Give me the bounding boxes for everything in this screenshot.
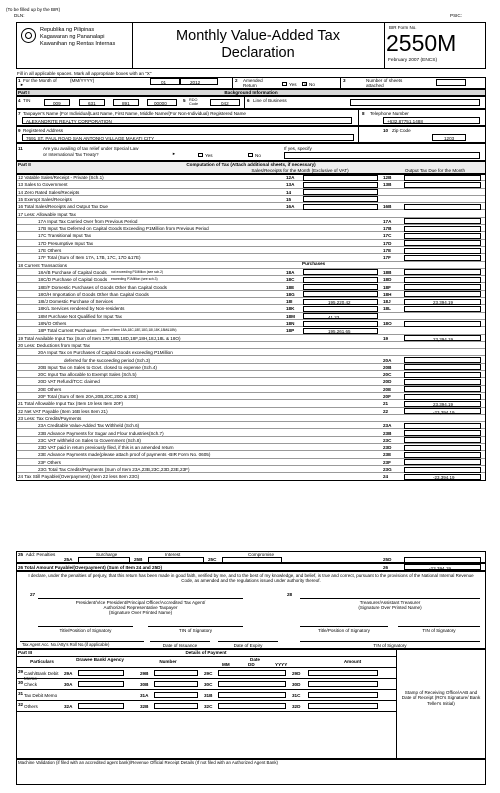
row-label: 18N/O Others bbox=[38, 321, 67, 326]
dln-label: DLN: bbox=[14, 13, 25, 18]
computation-row: 18C/D Purchase of Capital Goods exceeding P1Million (see sch.3) 18C 18D bbox=[16, 276, 486, 283]
bir-fill-note: (To be filled up by the BIR) bbox=[6, 7, 61, 12]
row-label: 17C Transitional Input Tax bbox=[38, 233, 92, 239]
row-label: 20E Others bbox=[38, 386, 62, 392]
computation-row: 14 Zero Rated Sales/Receipts 14 bbox=[16, 189, 486, 196]
payment-field-31b[interactable] bbox=[218, 692, 286, 698]
payment-row: 31 Tax Debit Memo 31A 31B 31C bbox=[16, 690, 396, 701]
form-number: 2550M bbox=[386, 30, 457, 56]
row-label: 18 Current Transactions bbox=[18, 262, 68, 268]
form-no-label: BIR Form No. bbox=[389, 25, 417, 30]
row-label: 18P Total Current Purchases bbox=[38, 328, 97, 334]
computation-row: 18I/J Domestic Purchase of Services 18I 195,220.42 18J 23,394.19 bbox=[16, 298, 486, 305]
tax-field-19[interactable]: 23,394.19 bbox=[404, 335, 481, 341]
computation-row: 17D Presumptive Input Tax 17D bbox=[16, 240, 486, 247]
payment-field-29c[interactable] bbox=[218, 670, 286, 676]
row-label: 20A Input Tax on Purchases of Capital Goods exceeding P1Million bbox=[38, 350, 173, 356]
computation-row: 20C Input Tax allocable to Exempt Sales (Sch.5) 20C bbox=[16, 371, 486, 378]
purchases-label: Purchases bbox=[302, 261, 326, 266]
computation-row: 18M Purchase Not Qualified for Input Tax 18M 41.23 bbox=[16, 313, 486, 320]
computation-row: 15 Exempt Sales/Receipts 15 bbox=[16, 196, 486, 203]
tin-part4-field[interactable]: 00000 bbox=[147, 99, 177, 106]
computation-row: 23A Creditable Value-Added Tax Withheld (Sch.6) 23A bbox=[16, 422, 486, 429]
payment-row: 29 Cash/Bank Debit Memo 29A 29B 29C 29D bbox=[16, 668, 396, 679]
computation-row: 22 Net VAT Payable (Item 16B less Item 21) 22 -23,394.19 bbox=[16, 408, 486, 415]
amount-field-18m[interactable]: 41.23 bbox=[303, 313, 378, 319]
stamp-receiving-office: Stamp of Receiving Office/AAB and Date of Receipt (RO's Signature/ Bank Teller's Initial) bbox=[401, 690, 481, 706]
payment-field-31a[interactable] bbox=[154, 692, 198, 698]
payment-field-29b[interactable] bbox=[154, 670, 198, 676]
compromise-field[interactable] bbox=[222, 557, 282, 563]
computation-row: 17C Transitional Input Tax 17C bbox=[16, 232, 486, 239]
computation-row: 18G/H Importation of Goods Other than Capital Goods 18G 18H bbox=[16, 291, 486, 298]
row-label: 20D VAT Refund/TCC claimed bbox=[38, 379, 100, 385]
row-label: 13 Sales to Government bbox=[18, 182, 68, 188]
row-label: 23A Creditable Value-Added Tax Withheld (Sch.6) bbox=[38, 423, 140, 429]
penalties-total-field[interactable] bbox=[404, 557, 481, 563]
payment-row: 30 Check 30A 30B 30C 30D bbox=[16, 679, 396, 690]
computation-outline bbox=[16, 174, 486, 481]
row-label: 23 Less: Tax Credits/Payments bbox=[18, 415, 82, 421]
interest-field[interactable] bbox=[148, 557, 204, 563]
row-label: 18I/J Domestic Purchase of Services bbox=[38, 299, 114, 305]
computation-row: 18E/F Domestic Purchases of Goods Other than Capital Goods 18E 18F bbox=[16, 284, 486, 291]
computation-row: 23B Advance Payments for Sugar and Flour Industries(Sch.7) 23B bbox=[16, 430, 486, 437]
row-label: 18A/B Purchase of Capital Goods bbox=[38, 269, 107, 275]
row-label: 14 Zero Rated Sales/Receipts bbox=[18, 189, 80, 195]
rdo-code-field[interactable]: 042 bbox=[210, 99, 240, 106]
row-label: 17B Input Tax Deferred on Capital Goods Exceeding P1Million from Previous Period bbox=[38, 226, 209, 232]
computation-row: 20F Total (Sum of Item 20A,20B,20C,20D & 20E) 20F bbox=[16, 393, 486, 400]
tax-field-18j[interactable]: 23,394.19 bbox=[404, 299, 481, 305]
computation-row: 23F Others 23F bbox=[16, 459, 486, 466]
computation-row: 19 Total Available Input Tax (Sum of Item 17F,18B,18D,18F,18H,18J,18L & 18O) 19 23,394.19 bbox=[16, 335, 486, 342]
tax-relief-yes-checkbox[interactable] bbox=[198, 153, 203, 157]
signature-27-line[interactable] bbox=[38, 598, 243, 599]
zip-code-field[interactable]: 1203 bbox=[432, 134, 466, 141]
row-label: 20B Input Tax on Sales to Govt. closed to expense (Sch.4) bbox=[38, 364, 157, 370]
computation-row: 20D VAT Refund/TCC claimed 20D bbox=[16, 378, 486, 385]
row-label: 15 Exempt Sales/Receipts bbox=[18, 196, 72, 202]
declaration-text: I declare, under the penalties of perjury, that this return has been made in good faith, verified by me, and to the best of my knowledge, and belief, is true and correct, pursuant to the provisions of the National Internal Revenue Code, as amended and the regulations issued under authority thereof. bbox=[28, 573, 474, 584]
payment-field-30d[interactable] bbox=[308, 681, 378, 687]
payment-field-30a[interactable] bbox=[78, 681, 124, 687]
row-label: deferred for the succeeding period (Sch.3) bbox=[64, 357, 151, 363]
row-label: 17 Less: Allowable Input Tax bbox=[18, 211, 76, 217]
form-title-line1: Monthly Value-Added Tax bbox=[176, 28, 340, 44]
signature-28-line[interactable] bbox=[300, 598, 480, 599]
bir-seal-icon bbox=[21, 28, 36, 43]
computation-row: 16 Total Sales/Receipts and Output Tax Due 16A 16B bbox=[16, 203, 486, 210]
computation-row: 23E Advance Payments made(please attach proof of payments -BIR Form No. 0605) 23E bbox=[16, 451, 486, 458]
amount-field-18i[interactable]: 195,220.42 bbox=[303, 299, 378, 305]
amount-field-18p[interactable]: 195,261.65 bbox=[303, 328, 378, 334]
row-label: 23G Total Tax Credits/Payments (Sum of Item 23A,23B,23C,23D,23E,23F) bbox=[38, 467, 190, 472]
tin-part2-field[interactable]: 631 bbox=[79, 99, 105, 106]
payment-field-32a[interactable] bbox=[78, 703, 124, 709]
payment-field-29d[interactable] bbox=[308, 670, 378, 676]
total-amount-payable-field[interactable]: -23,394.19 bbox=[404, 564, 481, 570]
row-label: 17F Total (Sum of Item 17A, 17B, 17C, 17D &17E) bbox=[38, 255, 141, 261]
row-label: 16 Total Sales/Receipts and Output Tax Due bbox=[18, 204, 108, 210]
row-label: 17E Others bbox=[38, 248, 62, 253]
agency-line3: Kawanihan ng Rentas Internas bbox=[40, 41, 116, 47]
payment-field-32d[interactable] bbox=[308, 703, 378, 709]
tax-field-24[interactable]: -23,394.19 bbox=[404, 474, 481, 480]
payment-field-32c[interactable] bbox=[218, 703, 286, 709]
row-label: 23F Others bbox=[38, 459, 61, 465]
row-label: 19 Total Available Input Tax (Sum of Item 17F,18B,18D,18F,18H,18J,18L & 18O) bbox=[18, 335, 181, 341]
computation-row: 20E Others 20E bbox=[16, 386, 486, 393]
row-label: 18M Purchase Not Qualified for Input Tax bbox=[38, 313, 122, 319]
payment-field-31c[interactable] bbox=[308, 692, 378, 698]
tax-relief-no-checkbox[interactable] bbox=[248, 153, 253, 157]
tin-part3-field[interactable]: 891 bbox=[113, 99, 139, 106]
computation-row: 17A Input Tax Carried Over from Previous Period 17A bbox=[16, 218, 486, 225]
row-label: 17A Input Tax Carried Over from Previous Period bbox=[38, 218, 138, 224]
telephone-field[interactable]: +632.87751.1488 bbox=[383, 117, 480, 124]
row-label: 18G/H Importation of Goods Other than Capital Goods bbox=[38, 291, 149, 297]
month-mm-field[interactable]: 01 bbox=[150, 78, 180, 85]
computation-row: 23C VAT withheld on Sales to Government (Sch.8) 23C bbox=[16, 437, 486, 444]
computation-row: 24 Tax Still Payable/(Overpayment) (Item 22 less Item 23G) 24 -23,394.19 bbox=[16, 473, 486, 480]
tax-field-21[interactable]: 23,394.19 bbox=[404, 401, 481, 407]
agency-line2: Kagawaran ng Pananalapi bbox=[40, 34, 105, 40]
instructions: Fill in all applicable spaces. Mark all appropriate boxes with an "X" bbox=[17, 71, 152, 76]
tax-field-22[interactable]: -23,394.19 bbox=[404, 408, 481, 414]
row-label: 22 Net VAT Payable (Item 16B less Item 21) bbox=[18, 408, 108, 414]
surcharge-field[interactable] bbox=[78, 557, 130, 563]
computation-row: 23D VAT paid in return previously filed, if this is an amended return 23D bbox=[16, 444, 486, 451]
row-label: 20 Less: Deductions from Input Tax bbox=[18, 342, 90, 348]
sheets-attached-field[interactable] bbox=[436, 79, 466, 86]
computation-row: 18A/B Purchase of Capital Goods not exceeding P1Million (see sch.2) 18A 18B bbox=[16, 269, 486, 276]
payment-field-29a[interactable] bbox=[78, 670, 124, 676]
row-label: 20F Total (Sum of Item 20A,20B,20C,20D & 20E) bbox=[38, 394, 139, 399]
payment-field-30b[interactable] bbox=[154, 681, 198, 687]
computation-row: 12 Vatable Sales/Receipt - Private (Sch.1) 12A 12B bbox=[16, 174, 486, 181]
tax-relief-specify-field[interactable] bbox=[284, 152, 480, 159]
computation-row: 17B Input Tax Deferred on Capital Goods Exceeding P1Million from Previous Period 17B bbox=[16, 225, 486, 232]
computation-row: 21 Total Allowable Input Tax (Item 19 less Item 20F) 21 23,394.19 bbox=[16, 400, 486, 407]
row-label: 23E Advance Payments made(please attach proof of payments -BIR Form No. 0605) bbox=[38, 452, 211, 458]
row-label: 23D VAT paid in return previously filed, if this is an amended return bbox=[38, 445, 174, 451]
computation-row: 17E Others 17E bbox=[16, 247, 486, 254]
computation-row: 18N/O Others 18N 18O bbox=[16, 320, 486, 327]
tin-part1-field[interactable]: 009 bbox=[44, 99, 70, 106]
taxpayer-name-field[interactable]: ALEXANDRITE REALTY CORPORATION bbox=[22, 117, 352, 124]
row-label: 24 Tax Still Payable/(Overpayment) (Item 22 less Item 23G) bbox=[18, 474, 140, 480]
row-label: 23B Advance Payments for Sugar and Flour Industries(Sch.7) bbox=[38, 430, 164, 436]
row-label: 18K/L Services rendered by Non-residents bbox=[38, 306, 125, 312]
computation-row: 23G Total Tax Credits/Payments (Sum of Item 23A,23B,23C,23D,23E,23F) 23G bbox=[16, 466, 486, 473]
row-label: 18E/F Domestic Purchases of Goods Other than Capital Goods bbox=[38, 284, 167, 290]
row-label: 17D Presumptive Input Tax bbox=[38, 240, 94, 246]
chevron-right-icon: ► bbox=[20, 82, 24, 87]
computation-row: 17F Total (Sum of Item 17A, 17B, 17C, 17D &17E) 17F bbox=[16, 254, 486, 261]
amended-no-checkbox[interactable]: X bbox=[303, 81, 307, 87]
payment-field-30c[interactable] bbox=[218, 681, 286, 687]
form-title-line2: Declaration bbox=[221, 45, 295, 61]
registered-address-field[interactable]: 7691 ST. PAUL ROAD SAN ANTONIO VILLAGE MAKATI CITY bbox=[22, 134, 354, 141]
amended-yes-checkbox[interactable] bbox=[282, 82, 287, 86]
computation-row: deferred for the succeeding period (Sch.3) 20A bbox=[16, 357, 486, 364]
chevron-right-icon: ► bbox=[172, 151, 176, 156]
psic-label: PSIC: bbox=[450, 13, 462, 18]
row-label: 23C VAT withheld on Sales to Government (Sch.8) bbox=[38, 437, 141, 443]
payment-field-32b[interactable] bbox=[154, 703, 198, 709]
computation-row: 13 Sales to Government 13A 13B bbox=[16, 181, 486, 188]
machine-validation-label: Machine Validation (if filed with an accredited agent bank)/Revenue Official Receipt Details (If not filed with an Authorized Agent Bank) bbox=[18, 760, 279, 765]
computation-row: 20B Input Tax on Sales to Govt. closed to expense (Sch.4) 20B bbox=[16, 364, 486, 371]
row-label: 21 Total Allowable Input Tax (Item 19 less Item 20F) bbox=[18, 401, 124, 407]
row-label: 18C/D Purchase of Capital Goods bbox=[38, 277, 108, 283]
month-yyyy-field[interactable]: 2012 bbox=[180, 78, 218, 85]
agency-line1: Republika ng Pilipinas bbox=[40, 27, 95, 33]
payment-row: 32 Others 32A 32B 32C 32D bbox=[16, 701, 396, 712]
form-date: February 2007 (ENCS) bbox=[388, 58, 438, 63]
bir-form-page: (To be filled up by the BIR) DLN: PSIC: Republika ng Pilipinas Kagawaran ng Pananalapi Kawanihan ng Rentas Internas Monthly Value-Added Tax Declaration BIR Form No. 2550M February 2007 (ENCS) Fill in all applicable spaces. Mark all appropriate boxes with an "X" 1 For the Month of (MM/YYYY) ► 01 2012 2 Amended Return Yes X No 3 Number of sheets attached Part I Background Information 4 TIN 009 631 891 00000 5 RDO Code 042 6 Line of Business 7 Taxpayer's Name (For Individual)Last Name, First Name, Middle Name/(For Non-Individual) Registered Name ALEXANDRITE REALTY CORPORATION 8 Telephone Number +632.87751.1488 9 Registered Address 7691 ST. PAUL ROAD SAN ANTONIO VILLAGE MAKATI CITY 10 Zip Code 1203 11 Are you availing of tax relief under Special Law or International Tax Treaty? ► Yes No If yes, specify Part II Computation of Tax (Attach additional sheets, if necessary) Sales/Receipts for the Month (Exclusive of VAT) Output Tax Due for the Month 12 Vatable Sales/Receipt - Private (Sch.1) 12A 12B 13 Sales to Government 13A 13B 14 Zero Rated Sales/Receipts 14 15 Exempt Sales/Receipts 15 16 Total Sales/Receipts and Output Tax Due 16A 16B 17 Less: Allowable Input Tax 17A Input Tax Carried Over from Previous Period 17A 17B Input Tax Deferred on Capital Goods Exceeding P1Million from Previous Period 17B 17C Transitional Input Tax 17C 17D Presumptive Input Tax 17D 17E Others 17E 17F Total (Sum of Item 17A, 17B, 17C, 17D &17E) 17F 18 Current Transactions 18A/B Purchase of Capital Goods not exceeding P1Million (see sch.2) 18A 18B 18C/D Purchase of Capital Goods exceeding P1Million (see sch.3) 18C 18D 18E/F Domestic Purchases of Goods Other than Capital Goods 18E 18F 18G/H Importation of Goods Other than Capital Goods 18G 18H 18I/J Domestic Purchase of Services 18I 195,220.42 18J 23,394.19 18K/L Services rendered by Non-residents 18K 18L 18M Purchase Not Qualified for Input Tax 18M 41.23 18N/O Others 18N 18O 18P Total Current Purchases (Sum of Item 18A,18C,18E,18G,18I,18K,18M&18N) 18P 195,261.65 19 Total Available Input Tax (Sum of Item 17F,18B,18D,18F,18H,18J,18L & 18O) 19 23,394.19 20 Less: Deductions from Input Tax 20A Input Tax on Purchases of Capital Goods exceeding P1Million deferred for the succeeding period (Sch.3) 20A 20B Input Tax on Sales to Govt. closed to expense (Sch.4) 20B 20C Input Tax allocable to Exempt Sales (Sch.5) 20C 20D VAT Refund/TCC claimed 20D 20E Others 20E 20F Total (Sum of Item 20A,20B,20C,20D & 20E) 20F 21 Total Allowable Input Tax (Item 19 less Item 20F) 21 23,394.19 22 Net VAT Payable (Item 16B less Item 21) 22 -23,394.19 23 Less: Tax Credits/Payments 23A Creditable Value-Added Tax Withheld (Sch.6) 23A 23B Advance Payments for Sugar and Flour Industries(Sch.7) 23B 23C VAT withheld on Sales to Government (Sch.8) 23C 23D VAT paid in return previously filed, if this is an amended return 23D 23E Advance Payments made(please attach proof of payments -BIR Form No. 0605) 23E 23F Others 23F 23G Total Tax Credits/Payments (Sum of Item 23A,23B,23C,23D,23E,23F) 23G 24 Tax Still Payable/(Overpayment) (Item 22 less Item 23G) 24 -23,394.19 Purchases 25 Add: Penalties Surcharge Interest Compromise 25A 25B 25C 25D 26 Total Amount Payable/(Overpayment) (Sum of Item 24 and 25D) 26 -23,394.19 I declare, under the penalties of perjury, that this return has been made in good faith, verified by me, and to the best of my knowledge, and belief, is true and correct, pursuant to the provisions of the National Internal Revenue Code, as amended and the regulations issued under authority thereof. 27 President/Vice President/Principal Officer/Accredited Tax Agent/ Authorized Representative Taxpayer (Signature Over Printed Name) 28 Treasurer/Assistant Treasurer (Signature Over Printed Name) Title/Position of Signatory TIN of Signatory Title/Position of Signatory TIN of Signatory Tax Agent Acc. No./Atty's Roll No.(if applicable) Date of Issuance Date of Expiry TIN of Signatory Part III Details of Payment Particulars Drawee Bank/ Agency Number Date MM DD YYYY Amount Stamp of Receiving Office/AAB and Date of Receipt (RO's Signature/ Bank Teller's Initial) 29 Cash/Bank Debit Memo 29A 29B 29C 29D 30 Check 30A 30B 30C 30D 31 Tax Debit Memo 31A 31B 31C 32 Others 32A 32B 32C 32D Machine Validation (if filed with an accredited agent bank)/Revenue Official Receipt Details (If not filed with an Authorized Agent Bank) bbox=[0, 0, 500, 793]
line-of-business-field[interactable] bbox=[350, 99, 480, 106]
row-label: 12 Vatable Sales/Receipt - Private (Sch.1) bbox=[18, 175, 104, 180]
row-label: 20C Input Tax allocable to Exempt Sales (Sch.5) bbox=[38, 372, 137, 378]
computation-row: 18P Total Current Purchases (Sum of Item 18A,18C,18E,18G,18I,18K,18M&18N) 18P 195,261.65 bbox=[16, 327, 486, 334]
computation-row: 18K/L Services rendered by Non-residents 18K 18L bbox=[16, 305, 486, 312]
